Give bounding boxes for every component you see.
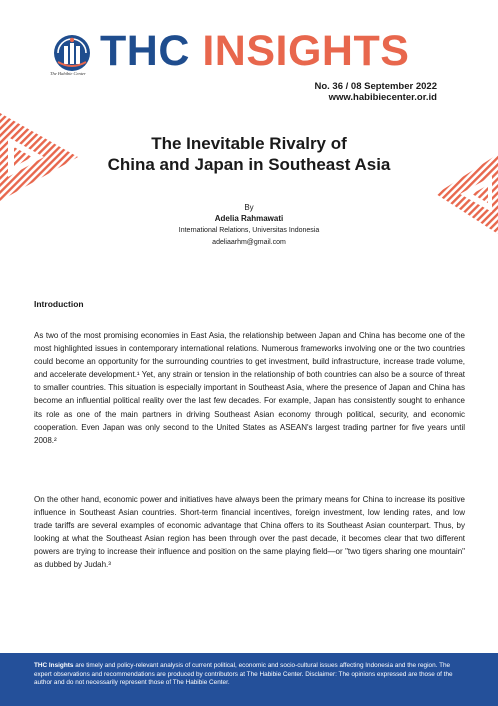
footer-body: are timely and policy-relevant analysis of current political, economic and socio-cultural issues affecting Indonesia and the region. The expert observations and recommendations are produced by contributors at The Habibie Center. Disclaimer: The opinions expressed are those of the author and do not necessarily represent those of The Habibie Center.: [34, 662, 453, 687]
article-title-line2: China and Japan in Southeast Asia: [107, 155, 391, 174]
brand-title: [100, 26, 409, 76]
footer-text: [34, 662, 466, 688]
byline-by: By: [244, 203, 254, 212]
logo-caption: The Habibie Center: [50, 71, 86, 76]
website-link[interactable]: www.habibiecenter.or.id: [328, 92, 437, 103]
author-affiliation: International Relations, Universitas Indonesia: [178, 227, 320, 234]
brand-thc: THC: [100, 27, 190, 75]
section-heading: Introduction: [34, 299, 84, 309]
paragraph-2: On the other hand, economic power and initiatives have always been the primary means for China to increase its positive influence in Southeast Asian countries. Short-term financial incentives, foreign investment, low lending rates, and low trade tariffs are several examples of economic advantage that China offers to its Southeast Asian counterpart. Thus, by looking at what the Southeast Asian region has been through over the past decade, it becomes clear that two different powers are trying to increase their influence and position on the same playing field—or "two tigers sharing one mountain" as dubbed by Judah.³: [34, 495, 465, 570]
article-title-line1: The Inevitable Rivalry of: [151, 134, 347, 153]
paragraph-1: As two of the most promising economies in East Asia, the relationship between Japan and China has become one of the most highlighted issues in contemporary international relations. Numerous frameworks involving one or the two countries could become an opportunity for the surrounding countries to get investment, build infrastructure, increase trade volume, and accelerate development.¹ Yet, any strain or tension in the relationship of both countries can also be a source of threat to smaller countries. This situation is especially important in Southeast Asia, where the presence of Japan and China has become an influential political reality over the last few decades. For example, Japan has consistently sought to enhance its role as one of the main partners in driving Southeast Asian economy through political, security, and economic cooperation. Even Japan was only second to the United States as ASEAN's largest trading partner for five years until 2008.²: [34, 331, 465, 445]
habibie-center-logo-icon: [52, 34, 92, 72]
author-email[interactable]: adeliaarhm@gmail.com: [212, 239, 286, 246]
brand-insights: INSIGHTS: [202, 27, 410, 75]
footer-lead: THC Insights: [34, 662, 74, 669]
issue-number: No. 36 / 08 September 2022: [314, 81, 437, 92]
author-name: Adelia Rahmawati: [214, 214, 284, 223]
